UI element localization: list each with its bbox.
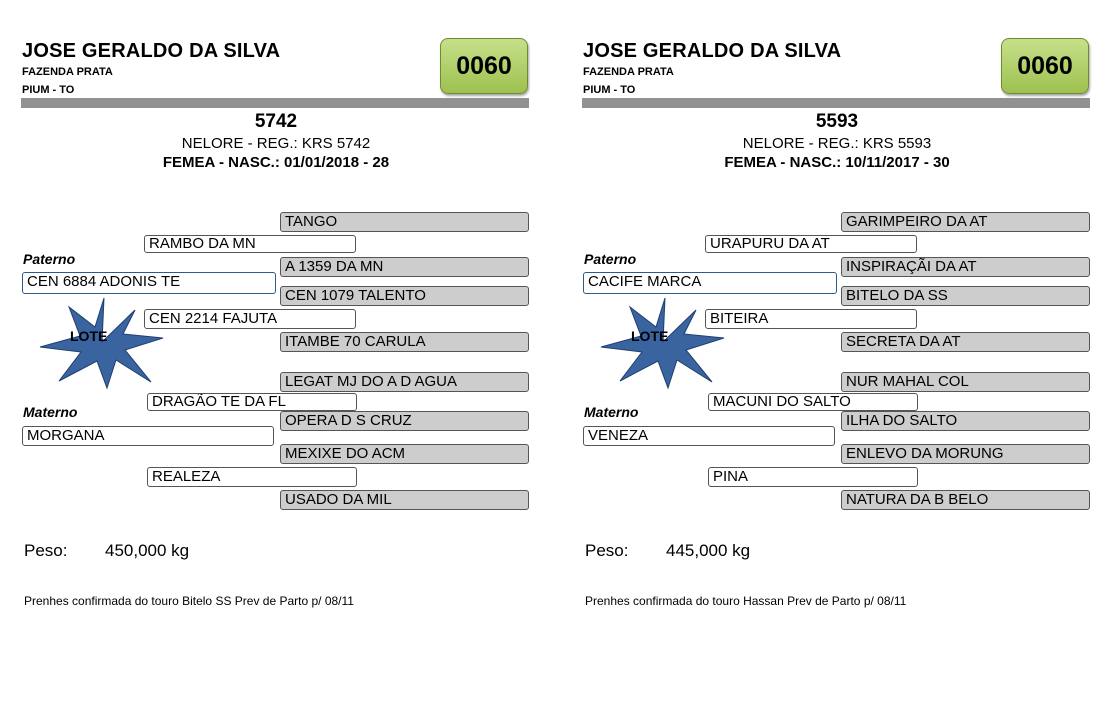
pedigree-paternal-grandsire: RAMBO DA MN bbox=[144, 235, 356, 253]
pedigree-paternal-granddam: CEN 2214 FAJUTA bbox=[144, 309, 356, 329]
pedigree-mgd-dam: NATURA DA B BELO bbox=[841, 490, 1090, 510]
pregnancy-note: Prenhes confirmada do touro Hassan Prev de Parto p/ 08/11 bbox=[585, 594, 907, 608]
pedigree-sire: CACIFE MARCA bbox=[583, 272, 837, 294]
lote-label: LOTE bbox=[70, 328, 108, 344]
pedigree-maternal-granddam: PINA bbox=[708, 467, 918, 487]
pedigree-paternal-granddam: BITEIRA bbox=[705, 309, 917, 329]
animal-card-2 bbox=[581, 0, 1101, 713]
farm-name: FAZENDA PRATA bbox=[583, 66, 674, 78]
farm-name: FAZENDA PRATA bbox=[22, 66, 113, 78]
animal-id: 5742 bbox=[254, 111, 298, 132]
animal-card-1 bbox=[20, 0, 540, 713]
pedigree-pgd-dam: SECRETA DA AT bbox=[841, 332, 1090, 352]
pedigree-sire: CEN 6884 ADONIS TE bbox=[22, 272, 276, 294]
pedigree-pgd-sire: BITELO DA SS bbox=[841, 286, 1090, 306]
materno-label: Materno bbox=[23, 404, 78, 420]
sex-birth-date: FEMEA - NASC.: 01/01/2018 - 28 bbox=[162, 154, 390, 171]
lot-number-badge: 0060 bbox=[1001, 38, 1089, 94]
header-divider bbox=[21, 98, 529, 108]
pedigree-pgs-sire: TANGO bbox=[280, 212, 529, 232]
paterno-label: Paterno bbox=[584, 251, 637, 267]
pregnancy-note: Prenhes confirmada do touro Bitelo SS Prev de Parto p/ 08/11 bbox=[24, 594, 354, 608]
pedigree-mgd-dam: USADO DA MIL bbox=[280, 490, 529, 510]
pedigree-mgs-sire: LEGAT MJ DO A D AGUA bbox=[280, 372, 529, 392]
city-name: PIUM - TO bbox=[583, 84, 636, 96]
breed-registration: NELORE - REG.: KRS 5593 bbox=[742, 135, 932, 152]
header-divider bbox=[582, 98, 1090, 108]
pedigree-mgs-sire: NUR MAHAL COL bbox=[841, 372, 1090, 392]
pedigree-pgd-sire: CEN 1079 TALENTO bbox=[280, 286, 529, 306]
materno-label: Materno bbox=[584, 404, 639, 420]
pedigree-mgd-sire: MEXIXE DO ACM bbox=[280, 444, 529, 464]
pedigree-pgd-dam: ITAMBE 70 CARULA bbox=[280, 332, 529, 352]
weight-label: Peso: bbox=[585, 541, 629, 560]
lot-number-badge: 0060 bbox=[440, 38, 528, 94]
pedigree-paternal-grandsire: URAPURU DA AT bbox=[705, 235, 917, 253]
lote-label: LOTE bbox=[631, 328, 669, 344]
pedigree-dam: MORGANA bbox=[22, 426, 274, 446]
animal-id: 5593 bbox=[815, 111, 859, 132]
pedigree-maternal-grandsire: DRAGÃO TE DA FL bbox=[147, 393, 357, 411]
owner-name: JOSE GERALDO DA SILVA bbox=[583, 40, 842, 62]
breed-registration: NELORE - REG.: KRS 5742 bbox=[181, 135, 371, 152]
pedigree-mgs-dam: OPERA D S CRUZ bbox=[280, 411, 529, 431]
pedigree-maternal-granddam: REALEZA bbox=[147, 467, 357, 487]
weight-value: 450,000 kg bbox=[105, 541, 190, 560]
pedigree-pgs-dam: A 1359 DA MN bbox=[280, 257, 529, 277]
weight-value: 445,000 kg bbox=[666, 541, 751, 560]
sex-birth-date: FEMEA - NASC.: 10/11/2017 - 30 bbox=[724, 154, 950, 171]
pedigree-mgd-sire: ENLEVO DA MORUNG bbox=[841, 444, 1090, 464]
owner-name: JOSE GERALDO DA SILVA bbox=[22, 40, 281, 62]
pedigree-dam: VENEZA bbox=[583, 426, 835, 446]
weight-label: Peso: bbox=[24, 541, 68, 560]
paterno-label: Paterno bbox=[23, 251, 76, 267]
pedigree-mgs-dam: ILHA DO SALTO bbox=[841, 411, 1090, 431]
pedigree-pgs-dam: INSPIRAÇÃI DA AT bbox=[841, 257, 1090, 277]
pedigree-pgs-sire: GARIMPEIRO DA AT bbox=[841, 212, 1090, 232]
pedigree-maternal-grandsire: MACUNI DO SALTO bbox=[708, 393, 918, 411]
city-name: PIUM - TO bbox=[22, 84, 75, 96]
